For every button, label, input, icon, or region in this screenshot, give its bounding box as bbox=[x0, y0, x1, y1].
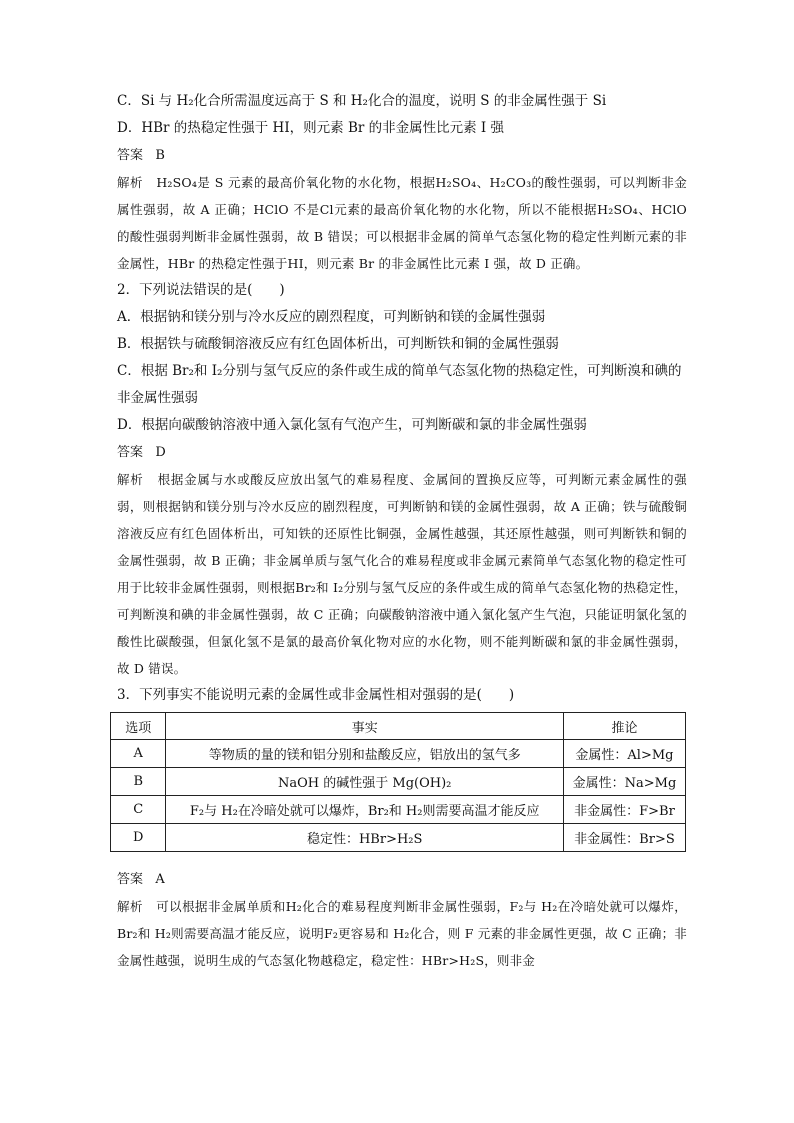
q3-table bbox=[110, 712, 686, 852]
q3-explanation bbox=[117, 893, 687, 974]
explanation-label: 解析 bbox=[117, 472, 144, 487]
answer-value: B bbox=[155, 148, 165, 163]
q2-explanation bbox=[117, 466, 687, 682]
answer-label: 答案 bbox=[117, 872, 144, 887]
cell-fact: NaOH 的碱性强于 Mg(OH)₂ bbox=[166, 768, 563, 796]
option-c: C．Si 与 H₂化合所需温度远高于 S 和 H₂化合的温度，说明 S 的非金属性强于 Si bbox=[117, 93, 607, 109]
header-option: 选项 bbox=[111, 713, 166, 740]
cell-fact: F₂与 H₂在冷暗处就可以爆炸，Br₂和 H₂则需要高温才能反应 bbox=[166, 796, 563, 824]
explanation-text: 根据金属与水或酸反应放出氢气的难易程度、金属间的置换反应等，可判断元素金属性的强弱，则根据钠和镁分别与冷水反应的剧烈程度，可判断钠和镁的金属性强弱，故 A 正确；铁与硫酸铜溶液反应有红色固体析出，可知铁的还原性比铜强，金属性越强，其还原性越强，则可判断铁和铜的金属性强弱，故 B 正确；非金属单质与氢气化合的难易程度或非金属元素简单气态氢化物的稳定性可用于比较非金属性强弱，则根据Br₂和 I₂分别与氢气反应的条件或生成的简单气态氢化物的热稳定性，可判断溴和碘的非金属性强弱，故 C 正确；向碳酸钠溶液中通入氯化氢产生气泡，只能证明氯化氢的酸性比碳酸强，但氯化氢不是氯的最高价氧化物对应的水化物，则不能判断碳和氯的非金属性强弱，故 D 错误。 bbox=[117, 472, 687, 676]
explanation-text: H₂SO₄是 S 元素的最高价氧化物的水化物，根据H₂SO₄、H₂CO₃的酸性强弱，可以判断非金属性强弱，故 A 正确；HClO 不是Cl元素的最高价氧化物的水化物，所以不能根据H₂SO₄、HClO 的酸性强弱判断非金属性强弱，故 B 错误；可以根据非金属的简单气态氢化物的稳定性判断元素的非金属性，HBr 的热稳定性强于HI，则元素 Br 的非金属性比元素 I 强，故 D 正确。 bbox=[117, 175, 687, 271]
q2-option-d: D．根据向碳酸钠溶液中通入氯化氢有气泡产生，可判断碳和氯的非金属性强弱 bbox=[117, 417, 587, 433]
table-row bbox=[111, 824, 686, 852]
q2-option-c: C．根据 Br₂和 I₂分别与氢气反应的条件或生成的简单气态氢化物的热稳定性，可判断溴和碘的非金属性强弱 bbox=[117, 363, 682, 406]
table-header-row bbox=[111, 713, 686, 740]
q2-option-a: A．根据钠和镁分别与冷水反应的剧烈程度，可判断钠和镁的金属性强弱 bbox=[117, 309, 546, 325]
q2-answer bbox=[117, 439, 687, 466]
answer-value: D bbox=[155, 445, 166, 460]
q1-explanation bbox=[117, 169, 687, 277]
option-d: D．HBr 的热稳定性强于 HI，则元素 Br 的非金属性比元素 I 强 bbox=[117, 120, 505, 136]
cell-inference: 非金属性：Br>S bbox=[563, 824, 685, 852]
cell-option: D bbox=[111, 824, 166, 852]
table-row bbox=[111, 740, 686, 768]
table-row bbox=[111, 796, 686, 824]
q1-answer bbox=[117, 142, 687, 169]
explanation-label: 解析 bbox=[117, 175, 143, 190]
q2-option-b: B．根据铁与硫酸铜溶液反应有红色固体析出，可判断铁和铜的金属性强弱 bbox=[117, 336, 559, 352]
q3-answer bbox=[117, 866, 687, 893]
explanation-label: 解析 bbox=[117, 899, 143, 914]
answer-value: A bbox=[155, 872, 165, 887]
explanation-text: 可以根据非金属单质和H₂化合的难易程度判断非金属性强弱，F₂与 H₂在冷暗处就可以爆炸，Br₂和 H₂则需要高温才能反应，说明F₂更容易和 H₂化合，则 F 元素的非金属性更强，故 C 正确；非金属性越强，说明生成的气态氢化物越稳定，稳定性：HBr>H₂S，则非金 bbox=[117, 899, 687, 968]
cell-option: C bbox=[111, 796, 166, 824]
cell-inference: 金属性：Na>Mg bbox=[563, 768, 685, 796]
document-page bbox=[117, 88, 687, 974]
cell-inference: 非金属性：F>Br bbox=[563, 796, 685, 824]
header-inference: 推论 bbox=[563, 713, 685, 740]
cell-option: A bbox=[111, 740, 166, 768]
q3-stem: 3．下列事实不能说明元素的金属性或非金属性相对强弱的是( ) bbox=[117, 687, 515, 703]
q2-stem: 2．下列说法错误的是( ) bbox=[117, 282, 285, 298]
cell-fact: 等物质的量的镁和铝分别和盐酸反应，铝放出的氢气多 bbox=[166, 740, 563, 768]
cell-fact: 稳定性：HBr>H₂S bbox=[166, 824, 563, 852]
cell-option: B bbox=[111, 768, 166, 796]
cell-inference: 金属性：Al>Mg bbox=[563, 740, 685, 768]
header-fact: 事实 bbox=[166, 713, 563, 740]
table-row bbox=[111, 768, 686, 796]
answer-label: 答案 bbox=[117, 445, 144, 460]
answer-label: 答案 bbox=[117, 148, 144, 163]
